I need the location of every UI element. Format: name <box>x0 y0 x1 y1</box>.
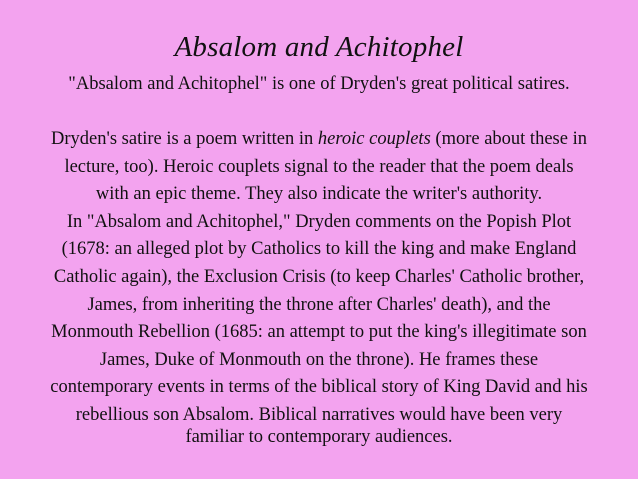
heroic-couplets-emphasis: heroic couplets <box>317 129 431 149</box>
body-line-6: Catholic again), the Exclusion Crisis (to keep Charles' Catholic brother, <box>53 266 585 287</box>
slide-body <box>3 126 635 430</box>
body-line-5: (1678: an alleged plot by Catholics to kill the king and make England <box>61 239 577 260</box>
slide-subtitle: "Absalom and Achitophel" is one of Dryden's great political satires. <box>68 74 570 94</box>
body-line-7: James, from inheriting the throne after Charles' death), and the <box>87 294 551 315</box>
body-line-8: Monmouth Rebellion (1685: an attempt to put the king's illegitimate son <box>51 322 587 343</box>
body-line-4: In "Absalom and Achitophel," Dryden comments on the Popish Plot <box>66 211 572 232</box>
body-line-1-before: Dryden's satire is a poem written in <box>51 129 318 149</box>
body-line-1-after: (more about these in <box>430 129 587 149</box>
body-line-1 <box>3 126 635 154</box>
body-line-10: contemporary events in terms of the biblical story of King David and his <box>50 377 588 398</box>
body-line-11: rebellious son Absalom. Biblical narratives would have been very <box>75 404 563 425</box>
body-line-2: lecture, too). Heroic couplets signal to the reader that the poem deals <box>64 156 574 177</box>
slide-closing-line: familiar to contemporary audiences. <box>185 427 453 447</box>
body-line-9: James, Duke of Monmouth on the throne). He frames these <box>99 349 539 370</box>
slide-title: Absalom and Achitophel <box>174 31 464 63</box>
body-line-3: with an epic theme. They also indicate the writer's authority. <box>95 184 543 205</box>
